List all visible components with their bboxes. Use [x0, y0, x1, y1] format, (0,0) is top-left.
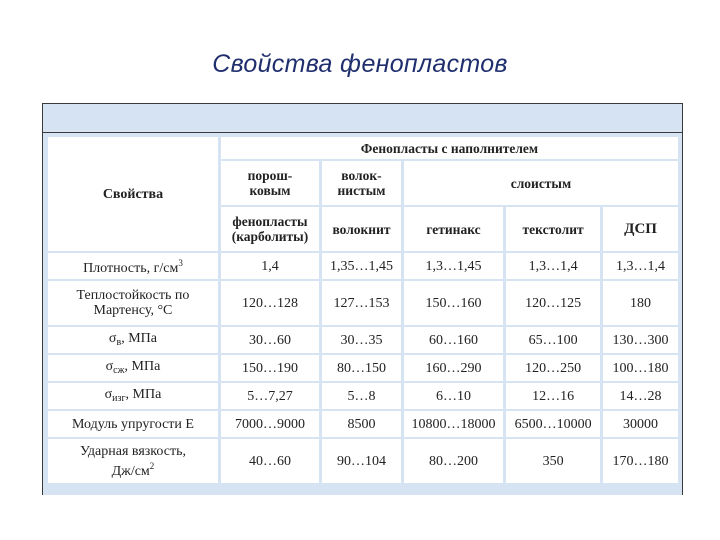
properties-table-frame: [42, 133, 683, 495]
table-cell: 90…104: [322, 439, 401, 483]
header-material-getinaks: гетинакс: [404, 207, 503, 251]
header-filler-powder: порош- ковым: [221, 161, 319, 205]
table-row: [48, 327, 678, 353]
table-cell: 7000…9000: [221, 411, 319, 437]
table-cell: 12…16: [506, 383, 600, 409]
table-row: [48, 281, 678, 325]
header-material-voloknit: волокнит: [322, 207, 401, 251]
row-label-heat-resistance: Теплостойкость по Мартенсу, °С: [48, 281, 218, 325]
table-row: [48, 253, 678, 279]
table-cell: 40…60: [221, 439, 319, 483]
table-cell: 150…190: [221, 355, 319, 381]
table-cell: 120…250: [506, 355, 600, 381]
table-cell: 150…160: [404, 281, 503, 325]
row-label-tensile-strength: $\sigma_в$, МПа: [48, 327, 218, 353]
table-cell: 6500…10000: [506, 411, 600, 437]
table-cell: 1,35…1,45: [322, 253, 401, 279]
table-cell: 5…8: [322, 383, 401, 409]
table-cell: 1,3…1,4: [603, 253, 678, 279]
table-cell: 100…180: [603, 355, 678, 381]
table-cell: 14…28: [603, 383, 678, 409]
table-cell: 130…300: [603, 327, 678, 353]
table-cell: 6…10: [404, 383, 503, 409]
table-cell: 120…128: [221, 281, 319, 325]
header-filler-fiber: волок- нистым: [322, 161, 401, 205]
table-cell: 127…153: [322, 281, 401, 325]
header-material-dsp: ДСП: [603, 207, 678, 251]
table-row: [48, 439, 678, 483]
table-cell: 60…160: [404, 327, 503, 353]
table-cell: 170…180: [603, 439, 678, 483]
header-material-tekstolit: текстолит: [506, 207, 600, 251]
row-label-elastic-modulus: Модуль упругости Е: [48, 411, 218, 437]
table-cell: 8500: [322, 411, 401, 437]
table-row: [48, 355, 678, 381]
header-filler-layered: слоистым: [404, 161, 678, 205]
table-cell: 30…35: [322, 327, 401, 353]
table-cell: 80…150: [322, 355, 401, 381]
table-row: [48, 383, 678, 409]
table-cell: 30…60: [221, 327, 319, 353]
row-label-impact-strength: Ударная вязкость, $Дж/см^2$: [48, 439, 218, 483]
row-label-compressive-strength: $\sigma_{сж}$, МПа: [48, 355, 218, 381]
properties-table: [45, 135, 681, 485]
row-label-bending-strength: $\sigma_{изг}$, МПа: [48, 383, 218, 409]
slide-title: Свойства фенопластов: [212, 50, 508, 78]
table-cell: 5…7,27: [221, 383, 319, 409]
row-label-density: Плотность, $г/см^3$: [48, 253, 218, 279]
header-group-fillers: Фенопласты с наполнителем: [221, 137, 678, 159]
table-cell: 1,3…1,4: [506, 253, 600, 279]
table-cell: 1,4: [221, 253, 319, 279]
table-cell: 120…125: [506, 281, 600, 325]
table-cell: 1,3…1,45: [404, 253, 503, 279]
header-material-phenoplasts: фенопласты (карболиты): [221, 207, 319, 251]
table-cell: 160…290: [404, 355, 503, 381]
table-cell: 350: [506, 439, 600, 483]
table-row: [48, 411, 678, 437]
table-banner: [42, 103, 683, 133]
header-properties: Свойства: [48, 137, 218, 251]
table-cell: 10800…18000: [404, 411, 503, 437]
table-cell: 80…200: [404, 439, 503, 483]
table-cell: 30000: [603, 411, 678, 437]
table-cell: 65…100: [506, 327, 600, 353]
table-cell: 180: [603, 281, 678, 325]
